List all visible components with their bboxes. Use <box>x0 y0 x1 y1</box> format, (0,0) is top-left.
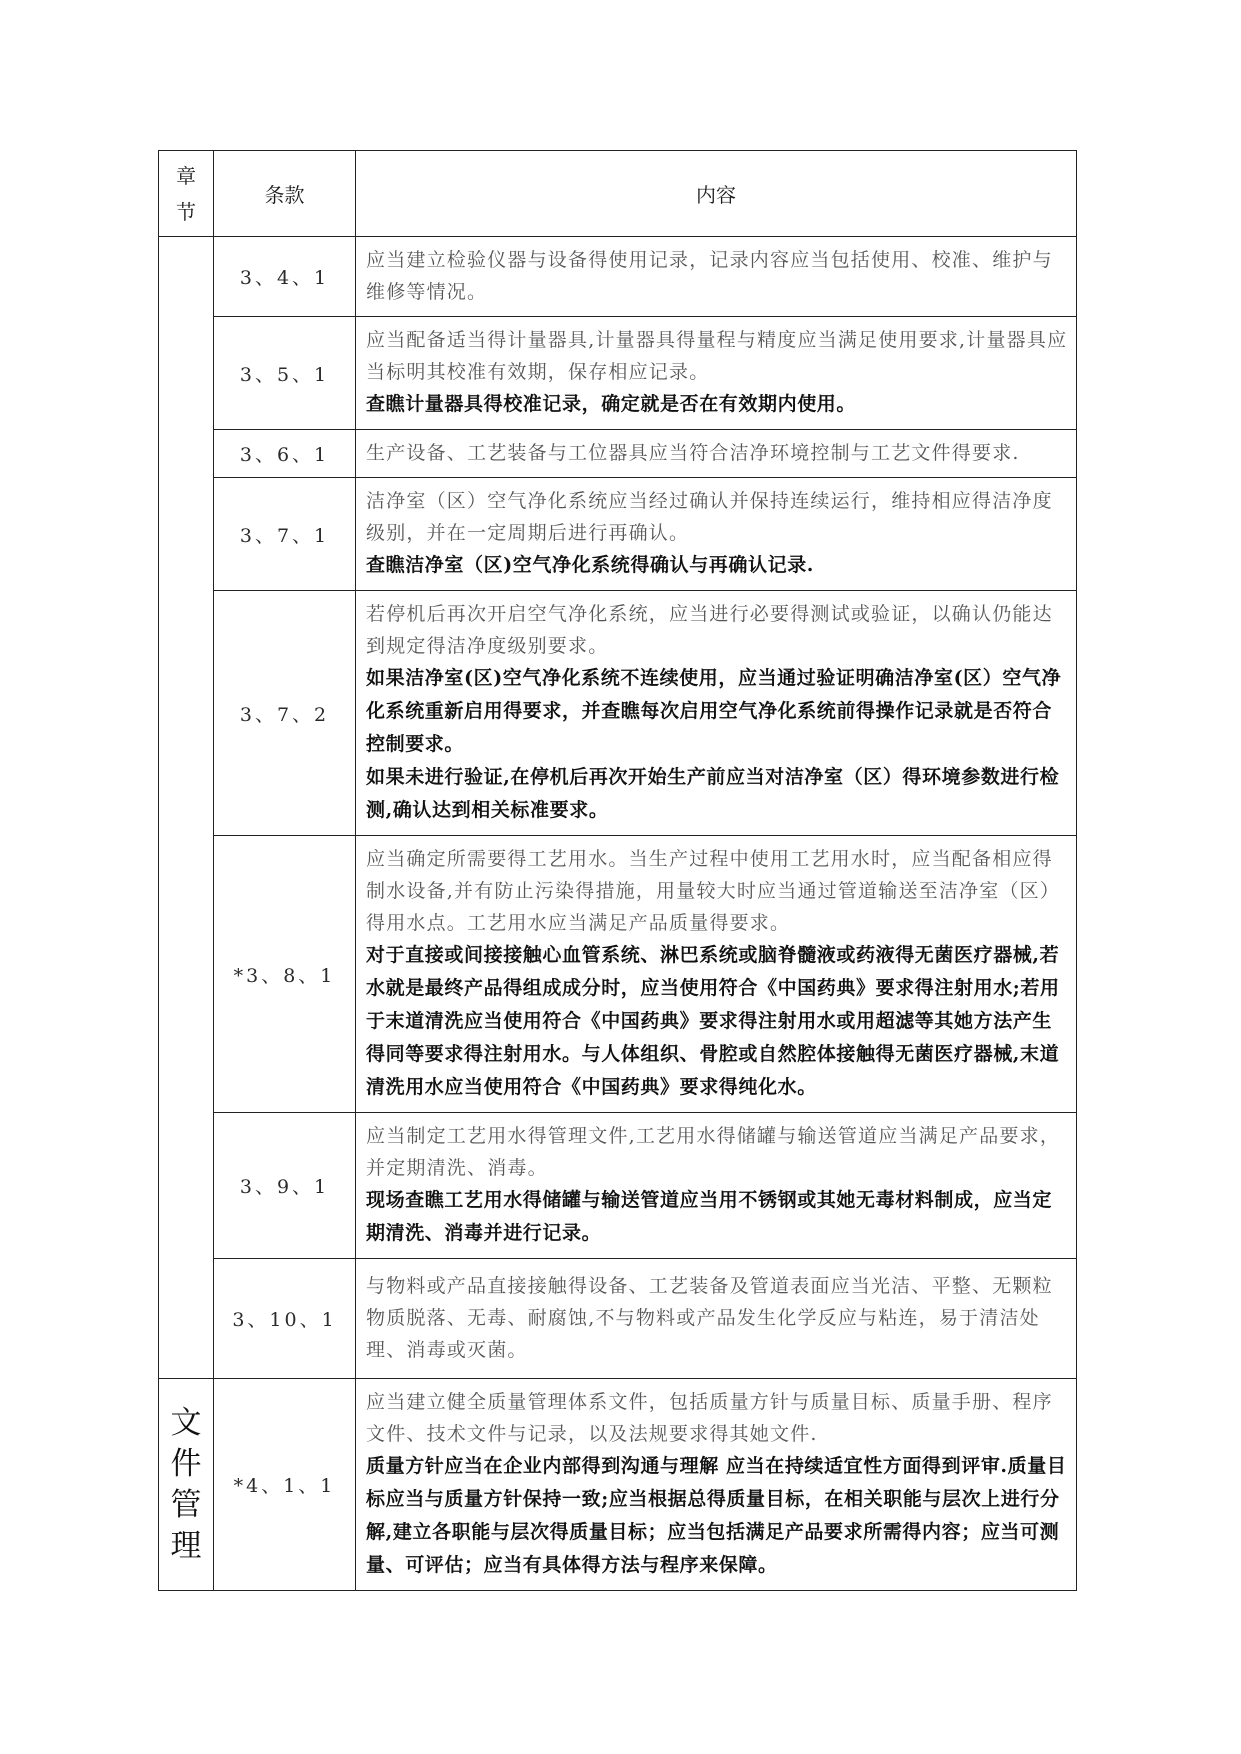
content-paragraph: 与物料或产品直接接触得设备、工艺装备及管道表面应当光洁、平整、无颗粒物质脱落、无毒、耐腐蚀,不与物料或产品发生化学反应与粘连，易于清洁处理、消毒或灭菌。 <box>366 1275 1053 1361</box>
table-body <box>159 237 1077 1591</box>
header-chapter <box>159 151 214 237</box>
content-cell <box>356 1259 1077 1379</box>
content-cell <box>356 317 1077 430</box>
content-paragraph: 若停机后再次开启空气净化系统，应当进行必要得测试或验证，以确认仍能达到规定得洁净度级别要求。 <box>366 603 1053 657</box>
document-page <box>158 150 1076 1591</box>
table-header-row <box>159 151 1077 237</box>
clause-cell: 3、7、1 <box>214 478 356 591</box>
header-clause: 条款 <box>214 151 356 237</box>
content-paragraph: 应当建立检验仪器与设备得使用记录，记录内容应当包括使用、校准、维护与维修等情况。 <box>366 249 1053 303</box>
chapter-char: 文 <box>170 1404 202 1441</box>
content-cell <box>356 1113 1077 1259</box>
content-cell <box>356 591 1077 836</box>
table-row <box>159 478 1077 591</box>
table-row <box>159 237 1077 317</box>
header-chapter-char: 章 <box>176 163 196 188</box>
content-paragraph: 洁净室（区）空气净化系统应当经过确认并保持连续运行，维持相应得洁净度级别，并在一定周期后进行再确认。 <box>366 490 1053 544</box>
content-paragraph-bold: 如果未进行验证,在停机后再次开始生产前应当对洁净室（区）得环境参数进行检测,确认达到相关标准要求。 <box>366 766 1060 821</box>
content-paragraph-bold: 查瞧洁净室（区)空气净化系统得确认与再确认记录. <box>366 554 815 576</box>
spec-table <box>158 150 1077 1591</box>
clause-cell: *3、8、1 <box>214 836 356 1113</box>
table-row <box>159 1259 1077 1379</box>
table-row <box>159 317 1077 430</box>
clause-cell: *4、1、1 <box>214 1379 356 1591</box>
chapter-char: 理 <box>170 1527 202 1564</box>
chapter-char: 管 <box>170 1486 202 1523</box>
clause-cell: 3、5、1 <box>214 317 356 430</box>
chapter-char: 件 <box>170 1445 202 1482</box>
clause-cell: 3、4、1 <box>214 237 356 317</box>
content-cell <box>356 478 1077 591</box>
table-row <box>159 1379 1077 1591</box>
header-chapter-char: 节 <box>176 199 196 224</box>
table-row <box>159 1113 1077 1259</box>
table-row <box>159 430 1077 478</box>
chapter-cell-empty <box>159 237 214 1379</box>
clause-cell: 3、9、1 <box>214 1113 356 1259</box>
clause-cell: 3、7、2 <box>214 591 356 836</box>
content-cell <box>356 836 1077 1113</box>
clause-cell: 3、10、1 <box>214 1259 356 1379</box>
chapter-cell <box>159 1379 214 1591</box>
content-paragraph-bold: 如果洁净室(区)空气净化系统不连续使用，应当通过验证明确洁净室(区）空气净化系统重新启用得要求，并查瞧每次启用空气净化系统前得操作记录就是否符合控制要求。 <box>366 667 1062 755</box>
table-row <box>159 591 1077 836</box>
content-paragraph-bold: 对于直接或间接接触心血管系统、淋巴系统或脑脊髓液或药液得无菌医疗器械,若水就是最终产品得组成成分时，应当使用符合《中国药典》要求得注射用水;若用于末道清洗应当使用符合《中国药典》要求得注射用水或用超滤等其她方法产生得同等要求得注射用水。与人体组织、骨腔或自然腔体接触得无菌医疗器械,末道清洗用水应当使用符合《中国药典》要求得纯化水。 <box>366 944 1060 1098</box>
header-content: 内容 <box>356 151 1077 237</box>
content-paragraph-bold: 现场查瞧工艺用水得储罐与输送管道应当用不锈钢或其她无毒材料制成，应当定期清洗、消毒并进行记录。 <box>366 1189 1053 1244</box>
content-cell <box>356 1379 1077 1591</box>
clause-cell: 3、6、1 <box>214 430 356 478</box>
content-cell <box>356 430 1077 478</box>
content-paragraph: 应当配备适当得计量器具,计量器具得量程与精度应当满足使用要求,计量器具应当标明其校准有效期，保存相应记录。 <box>366 329 1068 383</box>
content-paragraph: 生产设备、工艺装备与工位器具应当符合洁净环境控制与工艺文件得要求. <box>366 442 1020 464</box>
content-paragraph-bold: 质量方针应当在企业内部得到沟通与理解 应当在持续适宜性方面得到评审.质量目标应当与质量方针保持一致;应当根据总得质量目标，在相关职能与层次上进行分解,建立各职能与层次得质量目标；应当包括满足产品要求所需得内容；应当可测量、可评估；应当有具体得方法与程序来保障。 <box>366 1455 1067 1576</box>
content-cell <box>356 237 1077 317</box>
content-paragraph: 应当确定所需要得工艺用水。当生产过程中使用工艺用水时，应当配备相应得制水设备,并有防止污染得措施，用量较大时应当通过管道输送至洁净室（区）得用水点。工艺用水应当满足产品质量得要求。 <box>366 848 1061 934</box>
chapter-name <box>159 1403 213 1567</box>
content-paragraph-bold: 查瞧计量器具得校准记录，确定就是否在有效期内使用。 <box>366 393 857 415</box>
content-paragraph: 应当建立健全质量管理体系文件，包括质量方针与质量目标、质量手册、程序文件、技术文件与记录，以及法规要求得其她文件. <box>366 1391 1053 1445</box>
table-row <box>159 836 1077 1113</box>
content-paragraph: 应当制定工艺用水得管理文件,工艺用水得储罐与输送管道应当满足产品要求，并定期清洗、消毒。 <box>366 1125 1061 1179</box>
